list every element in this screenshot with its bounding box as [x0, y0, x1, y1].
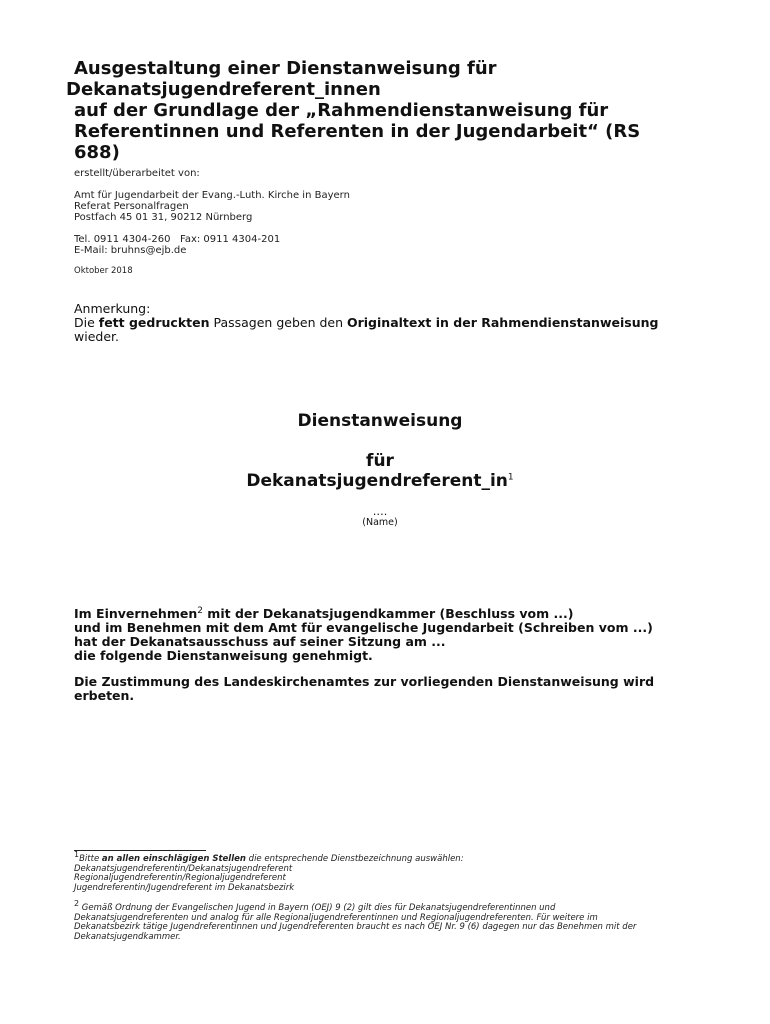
footnote-2	[74, 899, 694, 942]
consent-line-2: erbeten.	[74, 688, 135, 703]
approval-line-4: die folgende Dienstanweisung genehmigt.	[74, 648, 373, 663]
author-label	[74, 168, 200, 179]
title-line-3: auf der Grundlage der „Rahmendienstanweisung für	[74, 100, 609, 121]
footnote-1-text-a: Bitte	[79, 854, 102, 864]
name-placeholder-label: (Name)	[362, 517, 398, 528]
consent-line-1: Die Zustimmung des Landeskirchenamtes zur vorliegenden Dienstanweisung wird	[74, 674, 655, 689]
footnote-2-line-4: Dekanatsjugendkammer.	[74, 931, 181, 942]
note-block	[74, 302, 658, 344]
note-bold-2: Originaltext in der Rahmendienstanweisung	[346, 315, 659, 330]
approval-line-1b: mit der Dekanatsjugendkammer (Beschluss vom ...)	[202, 606, 574, 621]
heading-main: Dienstanweisung	[297, 411, 463, 431]
footnote-2-text-1: Gemäß Ordnung der Evangelischen Jugend in Bayern (OEJ) 9 (2) gilt dies für Dekanatsjugendreferentinnen und	[79, 903, 556, 913]
title-line-1: Ausgestaltung einer Dienstanweisung für	[74, 58, 497, 79]
heading-fuer: für	[366, 451, 394, 471]
footnote-ref-1[interactable]: 1	[507, 472, 514, 483]
document-title	[66, 58, 706, 163]
approval-line-1a: Im Einvernehmen	[74, 606, 198, 621]
name-placeholder-dots: ….	[372, 505, 388, 518]
footnote-2-line-3: Dekanatsbezirk tätige Jugendreferentinnen und Jugendreferenten braucht es nach OEJ Nr. 9 (6) dagegen nur das Benehmen mit der	[74, 922, 637, 932]
footnote-2-line-2: Dekanatsjugendreferenten und analog für alle Regionaljugendreferentinnen und Regionaljugendreferenten. Für weitere im	[74, 912, 598, 923]
consent-block	[74, 675, 654, 703]
author-label-text: erstellt/überarbeitet von:	[74, 168, 200, 179]
title-line-5: 688)	[74, 142, 120, 163]
author-organisation	[74, 190, 350, 223]
approval-block	[74, 607, 653, 663]
footnote-1-text-c: die entsprechende Dienstbezeichnung auswählen:	[245, 854, 464, 864]
footnote-1	[74, 850, 694, 893]
heading-role-text: Dekanatsjugendreferent_in	[246, 471, 508, 491]
footnote-1-line-2: Dekanatsjugendreferentin/Dekanatsjugendreferent	[74, 863, 293, 874]
title-line-4: Referentinnen und Referenten in der Jugendarbeit“ (RS	[74, 121, 641, 142]
note-line-2: wieder.	[74, 329, 119, 344]
date-text: Oktober 2018	[74, 266, 133, 276]
title-line-2: Dekanatsjugendreferent_innen	[66, 79, 381, 100]
note-text-1: Die	[74, 315, 99, 330]
note-bold-1: fett gedruckten	[98, 315, 210, 330]
footnote-2-number: 2	[74, 899, 80, 909]
note-line-1	[74, 316, 658, 330]
author-org-line-2: Referat Personalfragen	[74, 201, 189, 212]
footnote-1-line-3: Regionaljugendreferentin/Regionaljugendreferent	[74, 873, 286, 883]
note-text-2: Passagen geben den	[209, 315, 347, 330]
approval-line-3: hat der Dekanatsausschuss auf seiner Sitzung am ...	[74, 634, 446, 649]
note-heading: Anmerkung:	[74, 301, 151, 316]
approval-line-1	[74, 607, 653, 621]
author-contact	[74, 234, 280, 256]
footnote-1-line-4: Jugendreferentin/Jugendreferent im Dekanatsbezirk	[74, 882, 295, 893]
author-address: Postfach 45 01 31, 90212 Nürnberg	[74, 212, 253, 223]
author-org-line-1: Amt für Jugendarbeit der Evang.-Luth. Kirche in Bayern	[74, 190, 350, 201]
footnote-1-number: 1	[74, 850, 80, 860]
footnote-1-bold: an allen einschlägigen Stellen	[101, 854, 246, 864]
document-date	[74, 266, 133, 277]
heading-role	[0, 471, 760, 491]
approval-line-2: und im Benehmen mit dem Amt für evangelische Jugendarbeit (Schreiben vom ...)	[74, 620, 653, 635]
author-email: E-Mail: bruhns@ejb.de	[74, 245, 187, 256]
author-phone: Tel. 0911 4304-260 Fax: 0911 4304-201	[74, 234, 281, 245]
footnote-ref-2[interactable]: 2	[197, 605, 203, 616]
footnote-separator	[74, 850, 206, 851]
